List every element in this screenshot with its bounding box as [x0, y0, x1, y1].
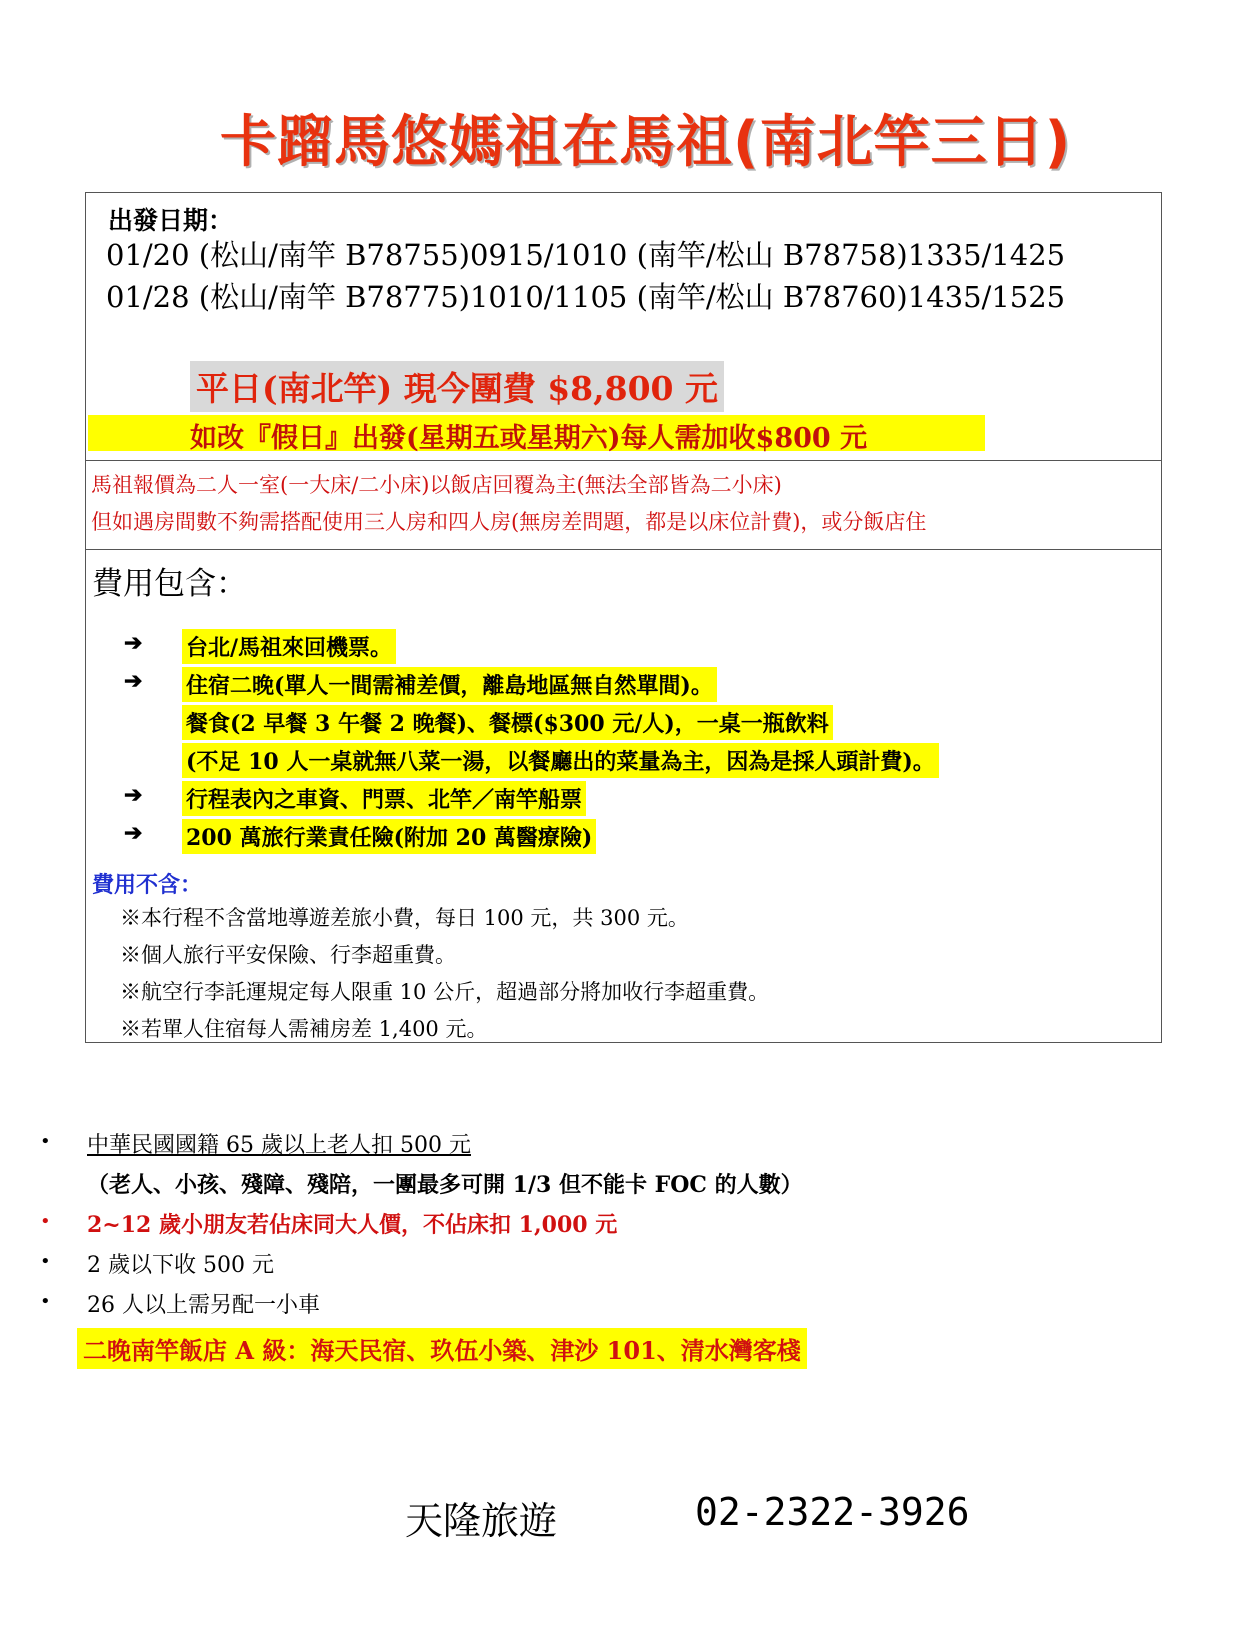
include-item-4: (不足 10 人一桌就無八菜一湯，以餐廳出的菜量為主，因為是採人頭計費)。: [182, 743, 939, 778]
exclude-item-1: ※本行程不含當地導遊差旅小費，每日 100 元，共 300 元。: [120, 906, 689, 930]
holiday-surcharge: [88, 415, 985, 454]
exclude-item-4: ※若單人住宿每人需補房差 1,400 元。: [120, 1017, 488, 1041]
include-item-3: 餐食(2 早餐 3 午餐 2 晚餐)、餐標($300 元/人)，一桌一瓶飲料: [182, 705, 833, 740]
include-item-2: 住宿二晚(單人一間需補差價，離島地區無自然單間)。: [182, 667, 717, 702]
agency-name: 天隆旅遊: [405, 1499, 558, 1543]
page-title: 卡蹓馬悠媽祖在馬祖(南北竿三日): [220, 110, 1072, 175]
departure-label: 出發日期：: [108, 206, 234, 235]
departure-section: [85, 192, 1162, 460]
note-senior-discount: 中華民國國籍 65 歲以上老人扣 500 元: [87, 1133, 471, 1158]
exclude-item-3: ※航空行李託運規定每人限重 10 公斤，超過部分將加收行李超重費。: [120, 980, 770, 1004]
excludes-title: 費用不含：: [92, 872, 203, 898]
fees-section: [85, 549, 1162, 1043]
note-group-limit: （老人、小孩、殘障、殘陪，一團最多可開 1/3 但不能卡 FOC 的人數）: [87, 1172, 803, 1198]
holiday-surcharge-text: 如改『假日』出發(星期五或星期六)每人需加收$800 元: [190, 423, 868, 454]
note-infant-price: 2 歲以下收 500 元: [87, 1253, 274, 1278]
arrow-icon: ➔: [124, 820, 143, 846]
note-child-price: 2~12 歲小朋友若佔床同大人價，不佔床扣 1,000 元: [87, 1212, 618, 1238]
hotel-list: 二晚南竿飯店 A 級：海天民宿、玖伍小築、津沙 101、清水灣客棧: [77, 1328, 807, 1369]
weekday-price: 平日(南北竿) 現今團費 $8,800 元: [190, 361, 724, 412]
include-item-1: 台北/馬祖來回機票。: [182, 629, 396, 664]
include-item-5: 行程表內之車資、門票、北竿／南竿船票: [182, 781, 586, 816]
note-extra-vehicle: 26 人以上需另配一小車: [87, 1293, 320, 1318]
bullet-icon: •: [40, 1211, 51, 1232]
room-notes-section: [85, 460, 1162, 549]
bullet-icon: •: [40, 1251, 51, 1272]
exclude-item-2: ※個人旅行平安保險、行李超重費。: [120, 943, 456, 967]
bullet-icon: •: [40, 1131, 51, 1152]
flight-line-2: 01/28 (松山/南竿 B78775)1010/1105 (南竿/松山 B78760)1435/1525: [106, 280, 1066, 314]
arrow-icon: ➔: [124, 630, 143, 656]
phone-number: 02-2322-3926: [695, 1490, 970, 1534]
includes-title: 費用包含：: [92, 566, 247, 602]
arrow-icon: ➔: [124, 782, 143, 808]
arrow-icon: ➔: [124, 668, 143, 694]
room-note-2: 但如遇房間數不夠需搭配使用三人房和四人房(無房差問題，都是以床位計費)，或分飯店住: [91, 510, 927, 534]
bullet-icon: •: [40, 1291, 51, 1312]
room-note-1: 馬祖報價為二人一室(一大床/二小床)以飯店回覆為主(無法全部皆為二小床): [91, 473, 782, 497]
include-item-6: 200 萬旅行業責任險(附加 20 萬醫療險): [182, 819, 596, 854]
flight-line-1: 01/20 (松山/南竿 B78755)0915/1010 (南竿/松山 B78758)1335/1425: [106, 238, 1066, 272]
